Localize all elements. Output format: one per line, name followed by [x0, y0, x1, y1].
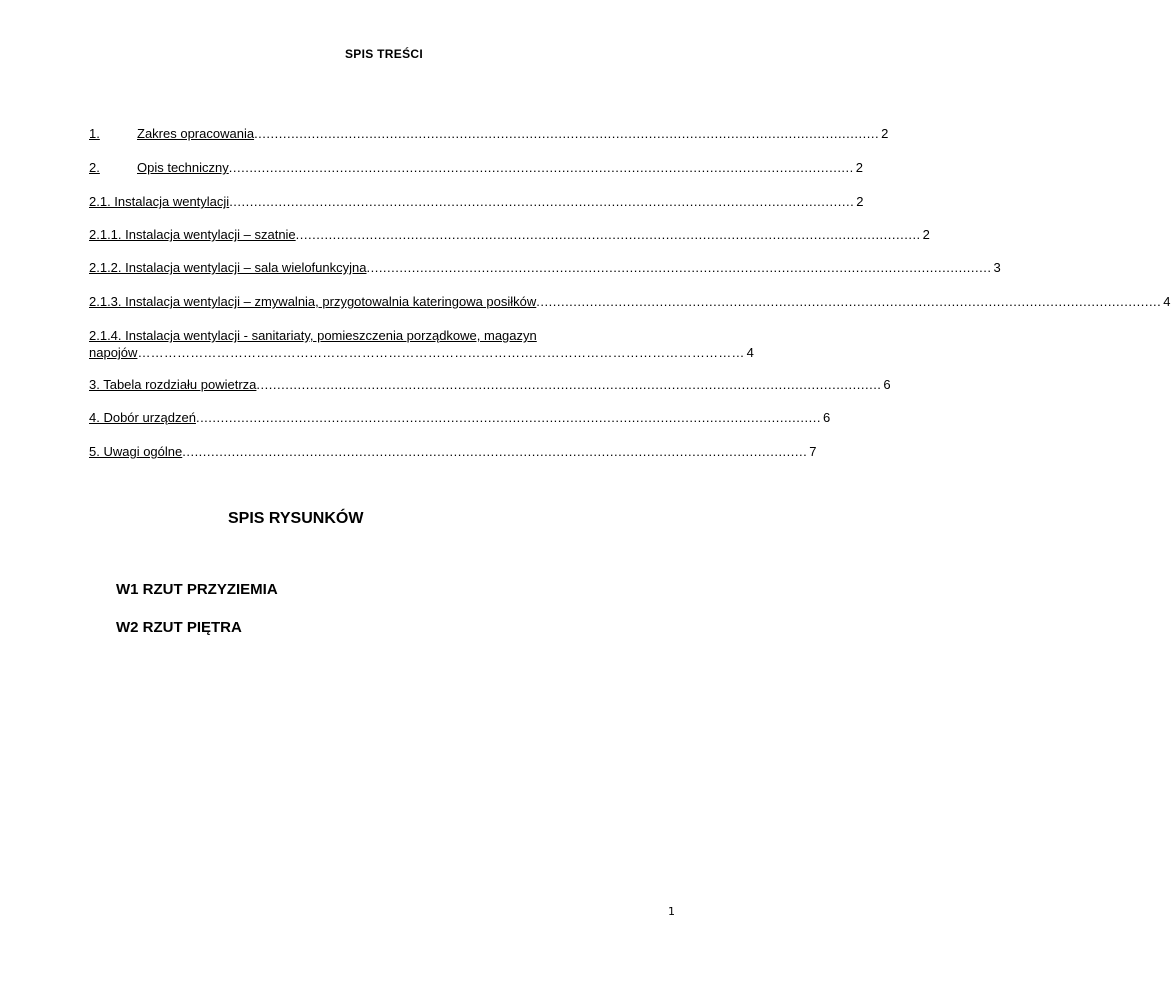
drawings-title: SPIS RYSUNKÓW — [228, 510, 364, 527]
toc-entry[interactable] — [89, 377, 891, 393]
toc-dot-leader: ........................................................................................................................................................ — [228, 160, 854, 175]
toc-entry-label[interactable]: 2.1.2. Instalacja wentylacji – sala wielofunkcyjna — [89, 260, 367, 275]
toc-entry-page: 2 — [855, 160, 863, 175]
toc-entry[interactable] — [89, 260, 1001, 276]
toc-dot-leader: ........................................................................................................................................................ — [536, 294, 1162, 309]
toc-dot-leader: ........................................................................................................................................................ — [256, 377, 882, 392]
toc-entry-multiline-second[interactable] — [89, 345, 754, 361]
toc-entry-page: 6 — [822, 410, 831, 425]
toc-entry[interactable] — [89, 126, 889, 142]
toc-entry-label[interactable]: 2.1.1. Instalacja wentylacji – szatnie — [89, 227, 296, 242]
toc-entry-number: 2. — [89, 160, 100, 175]
toc-entry-page: 2 — [881, 126, 889, 141]
toc-entry-label[interactable]: 3. Tabela rozdziału powietrza — [89, 377, 257, 392]
toc-entry-number: 1. — [89, 126, 100, 141]
toc-entry-page: 3 — [993, 260, 1001, 275]
toc-entry-page: 7 — [809, 444, 817, 459]
toc-entry-page: 2 — [922, 227, 930, 242]
toc-entry-label[interactable]: napojów — [89, 345, 138, 360]
toc-entry[interactable] — [89, 294, 1171, 310]
toc-entry[interactable] — [89, 444, 817, 460]
toc-dot-leader: ........................................................................................................................................................ — [195, 410, 821, 425]
toc-dot-leader: ........................................................................................................................................................ — [254, 126, 880, 141]
toc-entry-label[interactable]: 2.1.4. Instalacja wentylacji - sanitariaty, pomieszczenia porządkowe, magazyn — [89, 328, 537, 343]
toc-entry-label[interactable]: Opis techniczny — [137, 160, 229, 175]
page-number: 1 — [668, 905, 675, 918]
toc-dot-leader: ........................................................................................................................................................ — [229, 194, 855, 209]
toc-dot-leader: ........................................................................................................................................................ — [182, 444, 808, 459]
toc-dot-leader: ………………………………………………………………………………………………………………………… — [137, 345, 745, 360]
toc-entry-label[interactable]: 5. Uwagi ogólne — [89, 444, 183, 459]
toc-entry-page: 6 — [883, 377, 891, 392]
toc-entry-page: 4 — [746, 345, 754, 360]
toc-entry[interactable] — [89, 160, 863, 176]
drawing-item: W2 RZUT PIĘTRA — [116, 619, 242, 636]
toc-dot-leader: ........................................................................................................................................................ — [366, 260, 992, 275]
toc-entry-multiline-first[interactable] — [89, 328, 678, 344]
toc-entry[interactable] — [89, 227, 930, 243]
toc-entry-label[interactable]: 2.1.3. Instalacja wentylacji – zmywalnia, przygotowalnia kateringowa posiłków — [89, 294, 537, 309]
toc-dot-leader: ........................................................................................................................................................ — [295, 227, 921, 242]
toc-entry[interactable] — [89, 194, 864, 210]
toc-entry-label[interactable]: 2.1. Instalacja wentylacji — [89, 194, 230, 209]
toc-entry-label[interactable]: Zakres opracowania — [137, 126, 255, 141]
toc-entry-label[interactable]: 4. Dobór urządzeń — [89, 410, 196, 425]
page-title: SPIS TREŚCI — [345, 47, 423, 61]
toc-entry-page: 2 — [856, 194, 864, 209]
toc-entry[interactable] — [89, 410, 831, 426]
drawing-item: W1 RZUT PRZYZIEMIA — [116, 581, 278, 598]
toc-entry-page: 4 — [1163, 294, 1171, 309]
